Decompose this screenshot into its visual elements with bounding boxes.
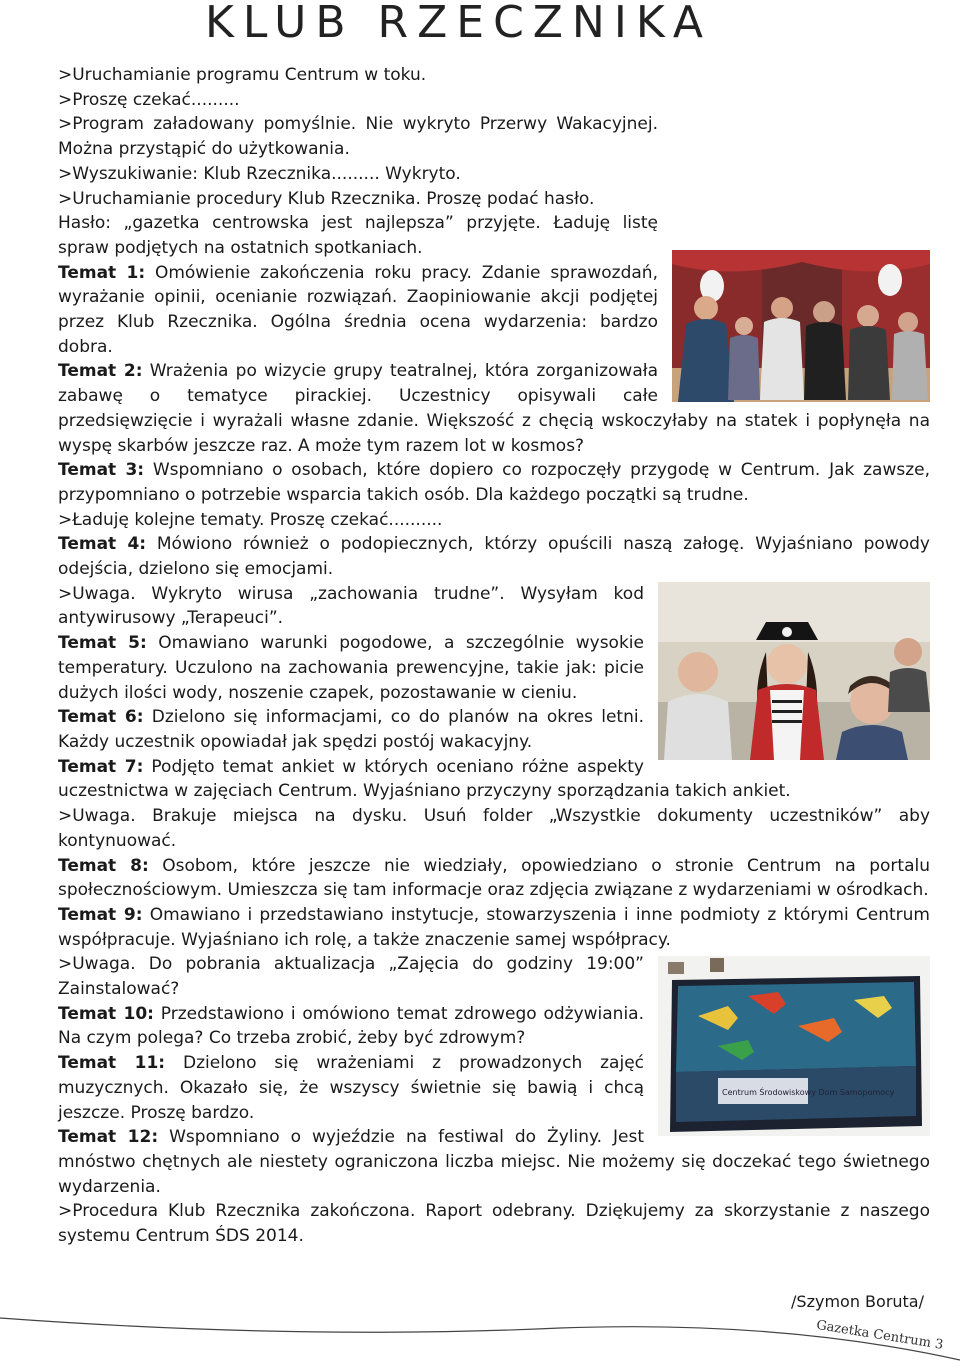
paragraph bbox=[58, 63, 930, 88]
topic-label: Temat 9: bbox=[58, 904, 143, 925]
paragraph-text: >Uwaga. Do pobrania aktualizacja „Zajęcia do godziny 19:00” Zainstalować? bbox=[58, 954, 644, 1000]
topic-label: Temat 7: bbox=[58, 756, 144, 777]
topic-paragraph bbox=[58, 458, 930, 507]
paragraph bbox=[58, 1199, 930, 1248]
topic-paragraph bbox=[58, 854, 930, 903]
topic-text: Podjęto temat ankiet w których oceniano różne aspekty uczestnictwa w zajęciach Centrum. Wyjaśniano przyczyny sporządzania takich ankiet. bbox=[58, 756, 791, 802]
paragraph-text: >Proszę czekać......... bbox=[58, 89, 240, 110]
topic-paragraph bbox=[58, 532, 930, 581]
topic-label: Temat 8: bbox=[58, 855, 149, 876]
paragraph bbox=[58, 88, 930, 113]
topic-label: Temat 6: bbox=[58, 707, 144, 728]
topic-text: Wspomniano o wyjeździe na festiwal do Żyliny. Jest mnóstwo chętnych ale niestety ograniczona liczba miejsc. Nie możemy się doczekać tego świetnego wydarzenia. bbox=[58, 1127, 930, 1197]
topic-label: Temat 11: bbox=[58, 1053, 166, 1074]
paragraph bbox=[58, 508, 930, 533]
topic-label: Temat 3: bbox=[58, 460, 145, 481]
paragraph-text: Hasło: „gazetka centrowska jest najlepsza” przyjęte. Ładuję listę spraw podjętych na ostatnich spotkaniach. bbox=[58, 213, 658, 258]
paragraph-text: >Uruchamianie programu Centrum w toku. bbox=[58, 65, 427, 85]
topic-text: Omawiano i przedstawiano instytucje, stowarzyszenia i inne podmioty z którymi Centrum współpracuje. Wyjaśniano ich rolę, a także znaczenie samej współpracy. bbox=[58, 904, 930, 950]
paragraph-text: >Uwaga. Wykryto wirusa „zachowania trudne”. Wysyłam kod antywirusowy „Terapeuci”. bbox=[58, 583, 644, 629]
paragraph bbox=[58, 112, 930, 161]
topic-text: Wrażenia po wizycie grupy teatralnej, która zorganizowała zabawę o tematyce pirackiej. Uczestnicy opisywali całe przedsięwzięcie i wyrażali własne zdanie. Większość z chęcią wskoczyłaby na statek i popłynęła na wyspę skarbów jeszcze raz. A może tym razem lot w kosmos? bbox=[58, 361, 930, 456]
topic-text: Mówiono również o podopiecznych, którzy opuścili naszą załogę. Wyjaśniano powody odejścia, dzielono się emocjami. bbox=[58, 534, 930, 580]
paragraph bbox=[58, 162, 930, 187]
paragraph-text: >Wyszukiwanie: Klub Rzecznika......... Wykryto. bbox=[58, 163, 461, 184]
paragraph-text: >Program załadowany pomyślnie. Nie wykryto Przerwy Wakacyjnej. Można przystąpić do użytkowania. bbox=[58, 114, 658, 160]
paragraph bbox=[58, 187, 930, 212]
paragraph-text: >Uwaga. Brakuje miejsca na dysku. Usuń folder „Wszystkie dokumenty uczestników” aby kontynuować. bbox=[58, 806, 930, 851]
page-title: KLUB RZECZNIKA bbox=[205, 0, 713, 48]
screen-photo bbox=[658, 956, 930, 1136]
topic-label: Temat 2: bbox=[58, 361, 143, 382]
topic-paragraph bbox=[58, 903, 930, 952]
topic-text: Przedstawiono i omówiono temat zdrowego odżywiania. Na czym polega? Co trzeba zrobić, żeby być zdrowym? bbox=[58, 1003, 644, 1049]
topic-text: Dzielono się informacjami, co do planów na okres letni. Każdy uczestnik opowiadał jak spędzi postój wakacyjny. bbox=[58, 707, 644, 752]
topic-label: Temat 1: bbox=[58, 262, 146, 283]
page-footer: Gazetka Centrum 3 bbox=[815, 1317, 944, 1353]
dance-photo bbox=[672, 250, 930, 402]
topic-label: Temat 4: bbox=[58, 534, 147, 555]
decorative-curve bbox=[0, 1300, 960, 1369]
topic-text: Osobom, które jeszcze nie wiedziały, opowiedziano o stronie Centrum na portalu społecznościowym. Umieszcza się tam informacje oraz zdjęcia związane z wydarzeniami w ośrodkach. bbox=[58, 855, 930, 901]
screen-caption: Centrum Środowiskowy Dom Samopomocy bbox=[722, 1088, 895, 1098]
pirate-photo bbox=[658, 582, 930, 760]
paragraph-text: >Ładuję kolejne tematy. Proszę czekać.......... bbox=[58, 509, 443, 530]
author-signature: /Szymon Boruta/ bbox=[791, 1292, 924, 1311]
paragraph-text: >Procedura Klub Rzecznika zakończona. Raport odebrany. Dziękujemy za skorzystanie z naszego systemu Centrum ŚDS 2014. bbox=[58, 1201, 930, 1247]
topic-text: Omówienie zakończenia roku pracy. Zdanie sprawozdań, wyrażanie opinii, ocenianie rozwiązań. Zaopiniowanie akcji podjętej przez Klub Rzecznika. Ogólna średnia ocena wydarzenia: bardzo dobra. bbox=[58, 262, 658, 357]
topic-paragraph bbox=[58, 1125, 930, 1199]
topic-text: Wspomniano o osobach, które dopiero co rozpoczęły przygodę w Centrum. Jak zawsze, przypomniano o potrzebie wsparcia takich osób. Dla każdego początki są trudne. bbox=[58, 460, 930, 505]
paragraph bbox=[58, 804, 930, 853]
topic-text: Dzielono się wrażeniami z prowadzonych zajęć muzycznych. Okazało się, że wszyscy świetnie się bawią i chcą jeszcze. Proszę bardzo. bbox=[58, 1053, 644, 1123]
paragraph-text: >Uruchamianie procedury Klub Rzecznika. Proszę podać hasło. bbox=[58, 188, 595, 209]
topic-label: Temat 10: bbox=[58, 1003, 154, 1024]
topic-label: Temat 5: bbox=[58, 633, 147, 654]
article-body bbox=[58, 63, 930, 1249]
topic-text: Omawiano warunki pogodowe, a szczególnie wysokie temperatury. Uczulono na zachowania prewencyjne, takie jak: picie dużych ilości wody, noszenie czapek, pozostawanie w cieniu. bbox=[58, 633, 644, 703]
topic-paragraph bbox=[58, 755, 930, 804]
topic-label: Temat 12: bbox=[58, 1127, 159, 1148]
